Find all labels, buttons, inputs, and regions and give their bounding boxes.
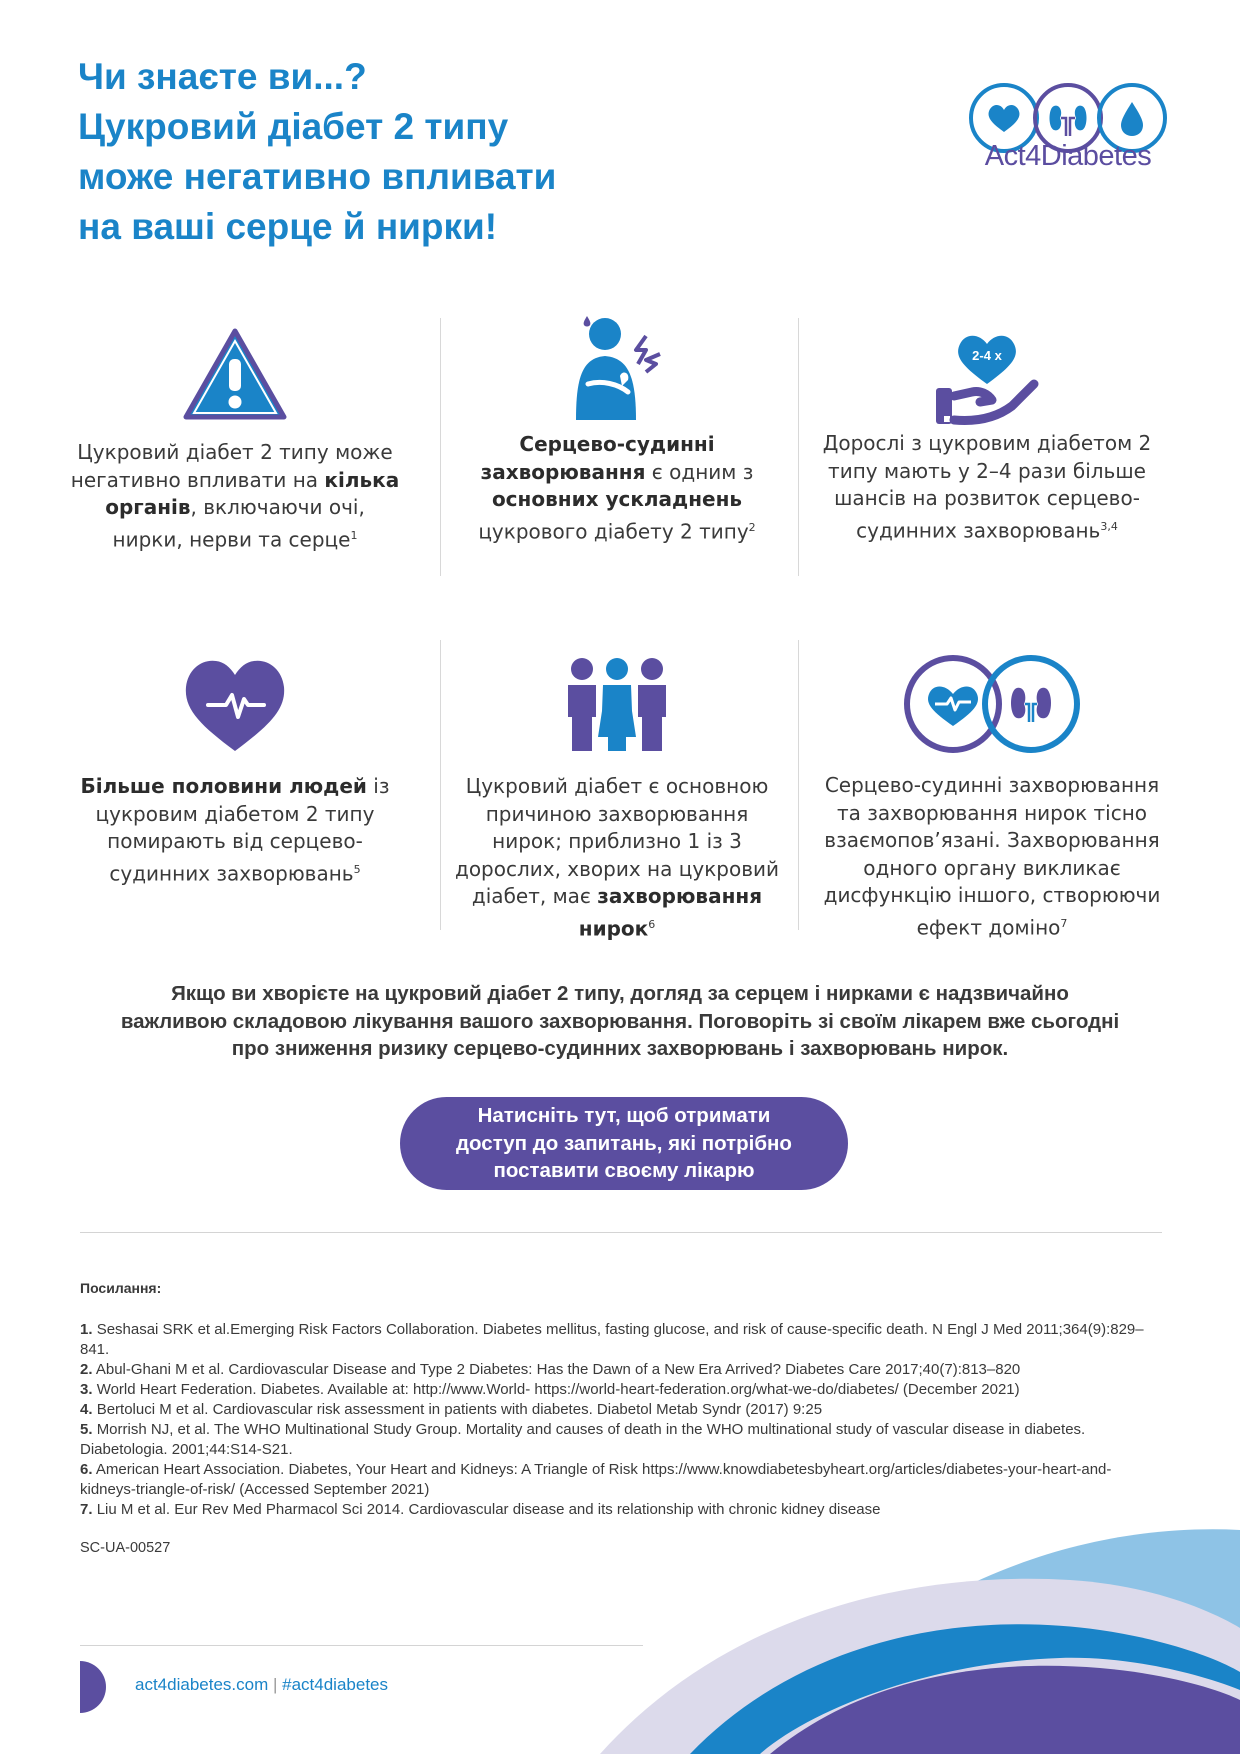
reference-item: 4. Bertoluci M et al. Cardiovascular risk assessment in patients with diabetes. Diabetol Metab Syndr (2017) 9:25 bbox=[80, 1401, 823, 1418]
person-heart-pain-icon bbox=[562, 310, 672, 425]
heart-label: 2-4 x bbox=[972, 348, 1002, 363]
website-link[interactable]: act4diabetes.com bbox=[135, 1675, 269, 1694]
info-card-domino bbox=[822, 652, 1162, 942]
heart-kidney-circles-icon bbox=[899, 652, 1085, 756]
card-text: Цукровий діабет є основною причиною захворювання нирок; приблизно 1 із 3 дорослих, хворих на цукровий діабет, має захворювання нирок$^6$ bbox=[454, 774, 779, 941]
button-line-3: поставити своєму лікарю bbox=[493, 1159, 755, 1183]
logo-text: Act4Diabetes bbox=[984, 140, 1152, 172]
button-line-1: Натисніть тут, щоб отримати bbox=[477, 1104, 771, 1128]
footer-divider bbox=[80, 1645, 643, 1646]
column-divider bbox=[798, 640, 799, 930]
hand-heart-icon bbox=[932, 318, 1042, 426]
document-code: SC-UA-00527 bbox=[80, 1540, 171, 1556]
hashtag-link[interactable]: #act4diabetes bbox=[282, 1675, 389, 1694]
column-divider bbox=[440, 318, 441, 576]
button-line-2: доступ до запитань, які потрібно bbox=[456, 1131, 792, 1155]
info-card-cardiovascular bbox=[452, 310, 782, 546]
reference-item: 1. Seshasai SRK et al.Emerging Risk Factors Collaboration. Diabetes mellitus, fasting glucose, and risk of cause-specific death. N Engl J Med 2011;364(9):829–841. bbox=[80, 1321, 1144, 1358]
references-title: Посилання: bbox=[80, 1280, 162, 1296]
title-line-3: може негативно впливати bbox=[78, 156, 557, 197]
call-to-action-text: Якщо ви хворієте на цукровий діабет 2 типу, догляд за серцем і нирками є надзвичайно важливою складовою лікування вашого захворювання. Поговоріть зі своїм лікарем вже сьогодні про зниження ризику серцево-судинних захворювань і захворювань нирок. bbox=[120, 982, 1120, 1060]
title-line-1: Чи знаєте ви...? bbox=[78, 56, 367, 97]
info-card-risk bbox=[822, 318, 1152, 545]
reference-item: 3. World Heart Federation. Diabetes. Available at: http://www.World- https://world-heart-federation.org/what-we-do/diabetes/ (December 2021) bbox=[80, 1381, 1020, 1398]
footer-links bbox=[135, 1675, 388, 1695]
decorative-swoosh bbox=[0, 1500, 1240, 1754]
title-line-4: на ваші серце й нирки! bbox=[78, 206, 498, 247]
column-divider bbox=[798, 318, 799, 576]
card-text: Більше половини людей із цукровим діабетом 2 типу помирають від серцево-судинних захворювань$^5$ bbox=[80, 774, 390, 886]
reference-item: 5. Morrish NJ, et al. The WHO Multinational Study Group. Mortality and causes of death in the WHO multinational study of vascular disease in diabetes. Diabetologia. 2001;44:S14-S21. bbox=[80, 1421, 1086, 1458]
info-card-kidney-disease bbox=[452, 655, 782, 943]
reference-item: 7. Liu M et al. Eur Rev Med Pharmacol Sci 2014. Cardiovascular disease and its relationship with chronic kidney disease bbox=[80, 1501, 881, 1518]
card-text: Цукровий діабет 2 типу може негативно впливати на кілька органів, включаючи очі, нирки, нерви та серце$^1$ bbox=[70, 440, 400, 552]
reference-item: 6. American Heart Association. Diabetes, Your Heart and Kidneys: A Triangle of Risk https://www.knowdiabetesbyheart.org/articles/diabetes-your-heart-and-kidneys-triangle-of-risk/ (Accessed September 2021) bbox=[80, 1461, 1112, 1498]
info-card-organs bbox=[70, 325, 400, 554]
card-text: Дорослі з цукровим діабетом 2 типу мають у 2–4 рази більше шансів на розвиток серцево-судинних захворювань$^{3,4}$ bbox=[822, 431, 1152, 543]
footer-separator: | bbox=[272, 1675, 278, 1694]
card-text: Серцево-судинні захворювання та захворювання нирок тісно взаємопов’язані. Захворювання одного органу викликає дисфункцію іншого, створюючи ефект доміно$^7$ bbox=[823, 773, 1161, 940]
people-group-icon bbox=[562, 655, 672, 755]
warning-triangle-icon bbox=[180, 325, 290, 425]
heart-pulse-icon bbox=[180, 655, 290, 755]
doctor-questions-button[interactable] bbox=[400, 1097, 848, 1190]
reference-item: 2. Abul-Ghani M et al. Cardiovascular Disease and Type 2 Diabetes: Has the Dawn of a New Era Arrived? Diabetes Care 2017;40(7):813–820 bbox=[80, 1361, 1021, 1378]
section-divider bbox=[80, 1232, 1162, 1233]
column-divider bbox=[440, 640, 441, 930]
card-text: Серцево-судинні захворювання є одним з основних ускладнень цукрового діабету 2 типу$^2$ bbox=[478, 432, 756, 544]
page-title bbox=[78, 52, 698, 252]
info-card-mortality bbox=[70, 655, 400, 888]
title-line-2: Цукровий діабет 2 типу bbox=[78, 106, 509, 147]
references-list bbox=[80, 1320, 1160, 1520]
